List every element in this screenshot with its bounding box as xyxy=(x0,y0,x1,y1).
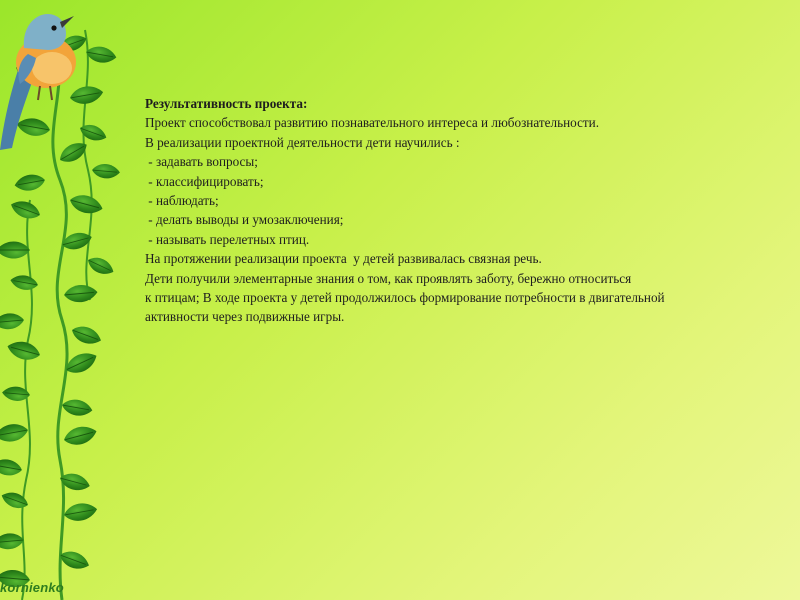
list-item: - называть перелетных птиц. xyxy=(145,231,310,247)
slide-title: Результативность проекта: xyxy=(145,96,308,111)
text-line: к птицам; В ходе проекта у детей продолжилось формирование потребности в двигательной xyxy=(145,290,665,306)
text-line: Дети получили элементарные знания о том, как проявлять заботу, бережно относиться xyxy=(145,270,632,286)
text-line: В реализации проектной деятельности дети научились : xyxy=(145,134,460,150)
text-block xyxy=(145,94,785,327)
list-item: - задавать вопросы; xyxy=(145,154,258,170)
watermark: kornienko xyxy=(0,580,64,595)
text-line: На протяжении реализации проекта у детей развивалась связная речь. xyxy=(145,251,542,267)
list-item: - наблюдать; xyxy=(145,193,219,209)
text-line: активности через подвижные игры. xyxy=(145,309,345,325)
list-item: - классифицировать; xyxy=(145,173,264,189)
vine-icon xyxy=(0,0,150,600)
list-item: - делать выводы и умозаключения; xyxy=(145,212,344,228)
text-line: Проект способствовал развитию познавательного интереса и любознательности. xyxy=(145,115,600,131)
